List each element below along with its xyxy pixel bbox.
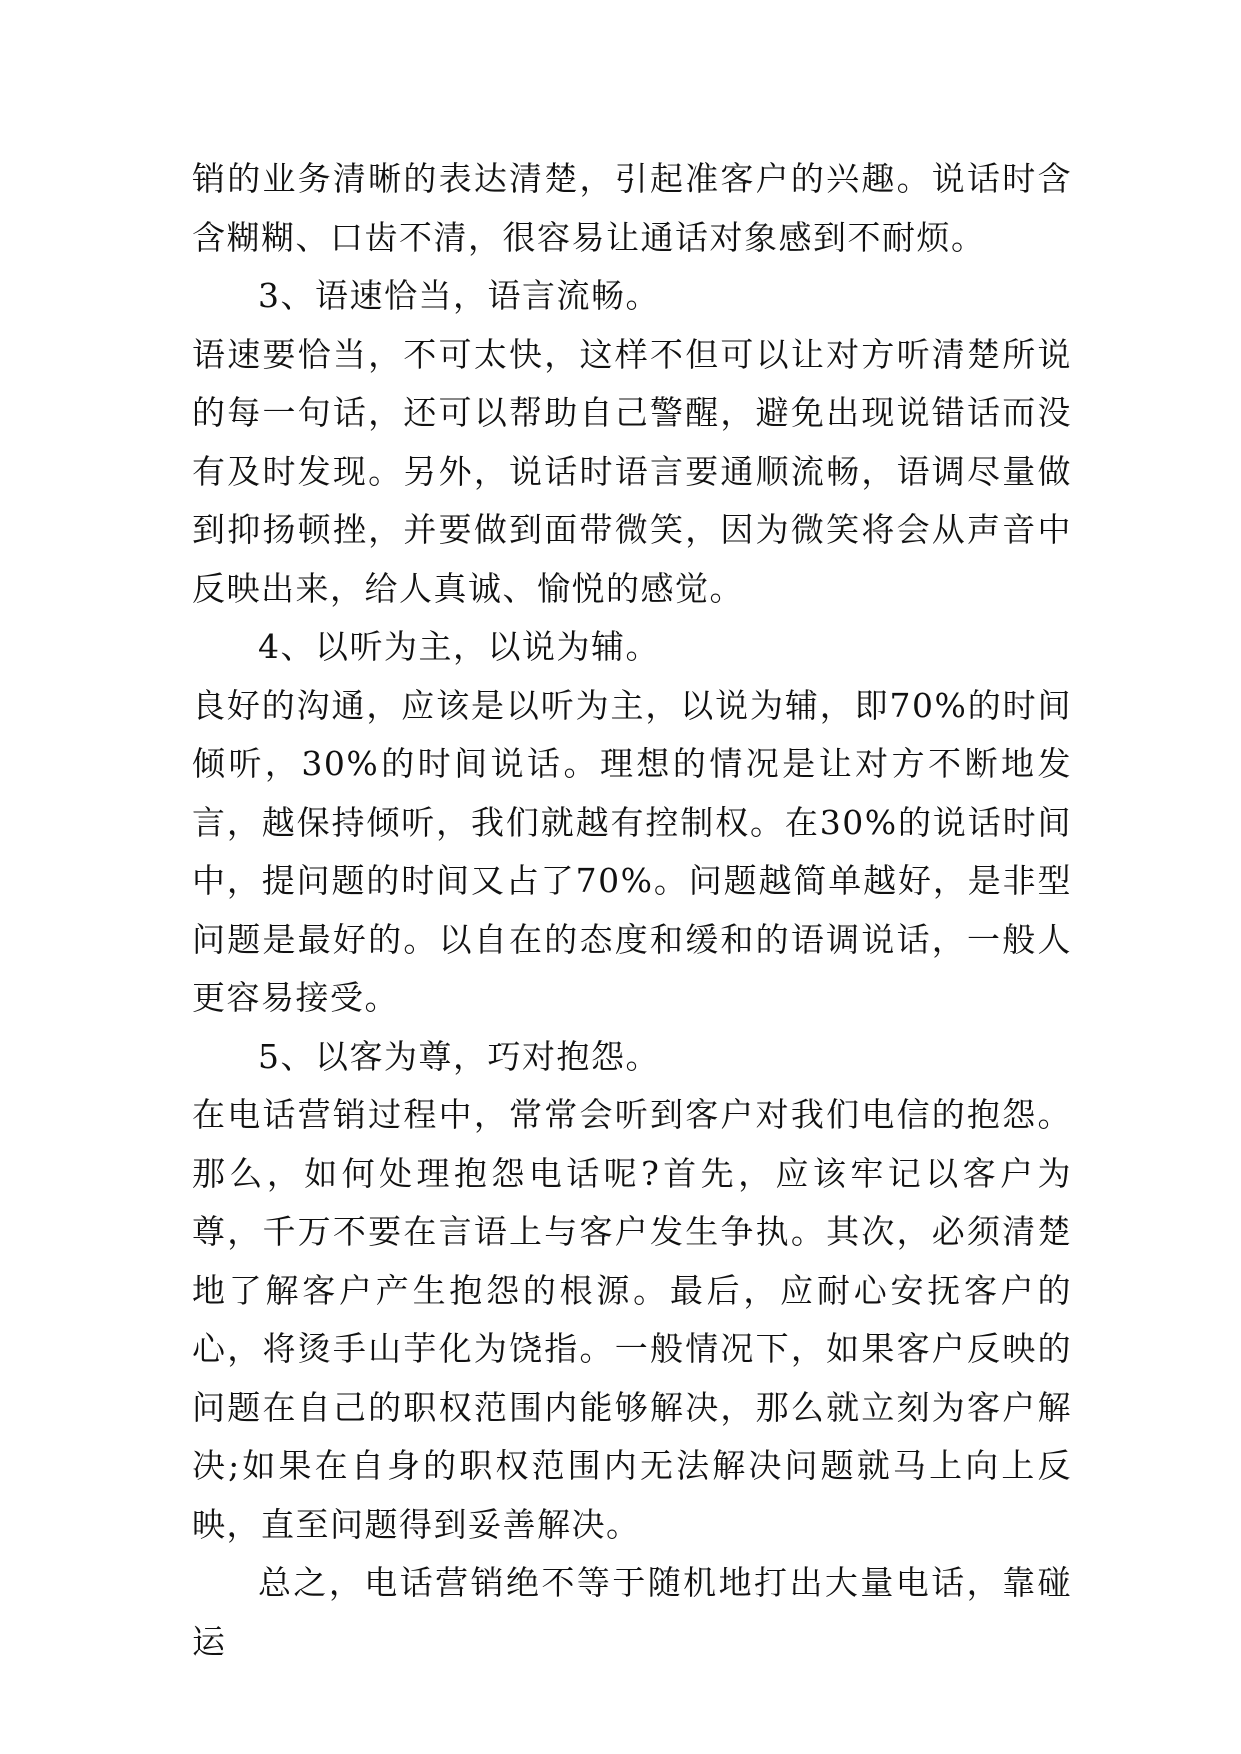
paragraph-5: 良好的沟通，应该是以听为主，以说为辅，即70%的时间倾听，30%的时间说话。理想的情况是让对方不断地发言，越保持倾听，我们就越有控制权。在30%的说话时间中，提问题的时间又占了70%。问题越简单越好，是非型问题是最好的。以自在的态度和缓和的语调说话，一般人更容易接受。 bbox=[192, 685, 1072, 1017]
paragraph-1: 销的业务清晰的表达清楚，引起准客户的兴趣。说话时含含糊糊、口齿不清，很容易让通话对象感到不耐烦。 bbox=[192, 159, 1072, 257]
paragraph-8: 总之，电话营销绝不等于随机地打出大量电话，靠碰运 bbox=[192, 1563, 1072, 1661]
document-body bbox=[192, 150, 1072, 1671]
paragraph-7: 在电话营销过程中，常常会听到客户对我们电信的抱怨。那么，如何处理抱怨电话呢?首先，应该牢记以客户为尊，千万不要在言语上与客户发生争执。其次，必须清楚地了解客户产生抱怨的根源。最后，应耐心安抚客户的心，将烫手山芋化为饶指。一般情况下，如果客户反映的问题在自己的职权范围内能够解决，那么就立刻为客户解决;如果在自身的职权范围内无法解决问题就马上向上反映，直至问题得到妥善解决。 bbox=[192, 1095, 1072, 1544]
section-heading-3: 3、语速恰当，语言流畅。 bbox=[258, 276, 660, 315]
section-heading-5: 5、以客为尊，巧对抱怨。 bbox=[258, 1036, 660, 1076]
section-heading-4: 4、以听为主，以说为辅。 bbox=[258, 627, 660, 666]
paragraph-3: 语速要恰当，不可太快，这样不但可以让对方听清楚所说的每一句话，还可以帮助自己警醒，避免出现说错话而没有及时发现。另外，说话时语言要通顺流畅，语调尽量做到抑扬顿挫，并要做到面带微笑，因为微笑将会从声音中反映出来，给人真诚、愉悦的感觉。 bbox=[192, 334, 1072, 608]
